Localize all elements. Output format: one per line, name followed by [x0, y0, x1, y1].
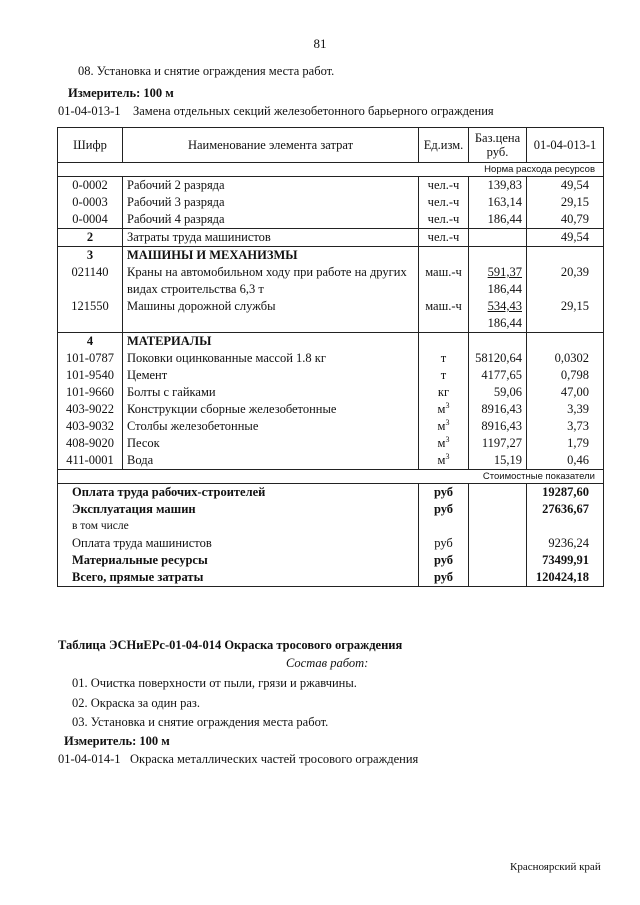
row-unit: чел.-ч — [419, 177, 469, 195]
norm-title: Замена отдельных секций железобетонного барьерного ограждения — [133, 104, 494, 118]
col-price: Баз.цена руб. — [469, 128, 527, 163]
table-row — [58, 452, 604, 470]
row-unit: кг — [419, 384, 469, 401]
cost-value: 9236,24 — [527, 535, 604, 552]
row-name: Краны на автомобильном ходу при работе на других — [123, 264, 419, 281]
cost-unit — [419, 518, 469, 535]
row-name: Поковки оцинкованные массой 1.8 кг — [123, 350, 419, 367]
row-code: 0-0004 — [58, 211, 123, 229]
section-title: МАШИНЫ И МЕХАНИЗМЫ — [123, 247, 419, 265]
row-price — [469, 229, 527, 247]
cost-value: 73499,91 — [527, 552, 604, 569]
cost-value: 19287,60 — [527, 484, 604, 502]
row-price: 139,83 — [469, 177, 527, 195]
table-row — [58, 264, 604, 281]
row-price: 1197,27 — [469, 435, 527, 452]
row-price: 163,14 — [469, 194, 527, 211]
row-code: 021140 — [58, 264, 123, 281]
table-row-continued — [58, 281, 604, 298]
row-price: 591,37 — [469, 264, 527, 281]
section-row — [58, 247, 604, 265]
row-unit: чел.-ч — [419, 211, 469, 229]
row-price-secondary: 186,44 — [469, 315, 527, 333]
table-row — [58, 298, 604, 315]
row-unit: $м^3$ — [419, 452, 469, 470]
row-unit: т — [419, 350, 469, 367]
row-code: 403-9022 — [58, 401, 123, 418]
table-row — [58, 418, 604, 435]
row-code: 408-9020 — [58, 435, 123, 452]
cost-value: 120424,18 — [527, 569, 604, 587]
row-norm: 49,54 — [527, 177, 604, 195]
row-code: 101-9660 — [58, 384, 123, 401]
cost-unit: руб — [419, 535, 469, 552]
work-item: 01. Очистка поверхности от пыли, грязи и ржавчины. — [72, 676, 357, 690]
section-code: 4 — [58, 333, 123, 351]
row-norm: 3,39 — [527, 401, 604, 418]
row-name: Вода — [123, 452, 419, 470]
row-name: Машины дорожной службы — [123, 298, 419, 315]
row-name: Болты с гайками — [123, 384, 419, 401]
row-norm: 0,46 — [527, 452, 604, 470]
row-price-secondary: 186,44 — [469, 281, 527, 298]
cost-row — [58, 552, 604, 569]
section-title: МАТЕРИАЛЫ — [123, 333, 419, 351]
row-unit: маш.-ч — [419, 298, 469, 315]
row-unit: т — [419, 367, 469, 384]
cost-unit: руб — [419, 569, 469, 587]
cost-name: Эксплуатация машин — [58, 501, 419, 518]
row-price: 186,44 — [469, 211, 527, 229]
row-norm: 0,0302 — [527, 350, 604, 367]
table-row — [58, 177, 604, 195]
norm-code: 01-04-014-1 — [58, 752, 121, 766]
row-norm: 0,798 — [527, 367, 604, 384]
row-name: Песок — [123, 435, 419, 452]
row-price: 534,43 — [469, 298, 527, 315]
row-name: Рабочий 3 разряда — [123, 194, 419, 211]
row-name: Столбы железобетонные — [123, 418, 419, 435]
table-row — [58, 229, 604, 247]
cost-name: Оплата труда машинистов — [58, 535, 419, 552]
cost-name: Всего, прямые затраты — [58, 569, 419, 587]
row-name-continued: видах строительства 6,3 т — [123, 281, 419, 298]
table-row — [58, 435, 604, 452]
row-unit: $м^3$ — [419, 401, 469, 418]
row-price: 58120,64 — [469, 350, 527, 367]
col-unit: Ед.изм. — [419, 128, 469, 163]
row-code: 0-0002 — [58, 177, 123, 195]
row-price: 4177,65 — [469, 367, 527, 384]
cost-row — [58, 501, 604, 518]
norm-title: Окраска металлических частей тросового ограждения — [130, 752, 419, 766]
table-row — [58, 384, 604, 401]
row-name: Затраты труда машинистов — [123, 229, 419, 247]
table-header — [58, 128, 604, 163]
row-name-continued — [123, 315, 419, 333]
section-code: 3 — [58, 247, 123, 265]
row-code: 2 — [58, 229, 123, 247]
row-norm: 29,15 — [527, 298, 604, 315]
row-norm: 20,39 — [527, 264, 604, 281]
cost-name: Оплата труда рабочих-строителей — [58, 484, 419, 502]
footer-region: Красноярский край — [510, 861, 601, 873]
cost-row — [58, 484, 604, 502]
row-norm: 40,79 — [527, 211, 604, 229]
table-row — [58, 194, 604, 211]
work-item: 08. Установка и снятие ограждения места работ. — [78, 64, 335, 78]
table-row — [58, 350, 604, 367]
row-name: Конструкции сборные железобетонные — [123, 401, 419, 418]
work-item: 02. Окраска за один раз. — [72, 696, 200, 710]
row-code: 101-0787 — [58, 350, 123, 367]
row-name: Рабочий 2 разряда — [123, 177, 419, 195]
cost-row — [58, 535, 604, 552]
row-norm: 1,79 — [527, 435, 604, 452]
table-title: Таблица ЭСНиЕРс-01-04-014 Окраска тросового ограждения — [58, 638, 403, 652]
row-price: 8916,43 — [469, 401, 527, 418]
row-unit: $м^3$ — [419, 418, 469, 435]
row-name: Цемент — [123, 367, 419, 384]
table-row-continued — [58, 315, 604, 333]
cost-value: 27636,67 — [527, 501, 604, 518]
row-name: Рабочий 4 разряда — [123, 211, 419, 229]
cost-name: Материальные ресурсы — [58, 552, 419, 569]
cost-caption: Стоимостные показатели — [58, 470, 604, 484]
table-row — [58, 367, 604, 384]
norm-caption: Норма расхода ресурсов — [58, 163, 604, 177]
cost-value — [527, 518, 604, 535]
row-unit: чел.-ч — [419, 194, 469, 211]
row-code: 411-0001 — [58, 452, 123, 470]
cost-row — [58, 518, 604, 535]
row-norm: 49,54 — [527, 229, 604, 247]
col-norm: 01-04-013-1 — [527, 128, 604, 163]
table-row — [58, 211, 604, 229]
row-price: 59,06 — [469, 384, 527, 401]
row-norm: 3,73 — [527, 418, 604, 435]
norm-code: 01-04-013-1 — [58, 104, 121, 118]
measure-label: Измеритель: 100 м — [64, 734, 170, 748]
row-code: 121550 — [58, 298, 123, 315]
row-price: 8916,43 — [469, 418, 527, 435]
row-code: 403-9032 — [58, 418, 123, 435]
composition-label: Состав работ: — [286, 656, 369, 670]
cost-unit: руб — [419, 501, 469, 518]
col-name: Наименование элемента затрат — [123, 128, 419, 163]
row-norm: 29,15 — [527, 194, 604, 211]
row-code: 101-9540 — [58, 367, 123, 384]
cost-name: в том числе — [58, 518, 419, 535]
row-unit: чел.-ч — [419, 229, 469, 247]
row-norm: 47,00 — [527, 384, 604, 401]
row-code: 0-0003 — [58, 194, 123, 211]
cost-unit: руб — [419, 484, 469, 502]
row-price: 15,19 — [469, 452, 527, 470]
measure-label: Измеритель: 100 м — [68, 86, 174, 100]
cost-unit: руб — [419, 552, 469, 569]
cost-row — [58, 569, 604, 587]
resource-table — [57, 127, 604, 587]
work-item: 03. Установка и снятие ограждения места работ. — [72, 715, 329, 729]
row-unit: маш.-ч — [419, 264, 469, 281]
table-row — [58, 401, 604, 418]
col-code: Шифр — [58, 128, 123, 163]
page-number: 81 — [313, 36, 327, 51]
section-row — [58, 333, 604, 351]
row-unit: $м^3$ — [419, 435, 469, 452]
